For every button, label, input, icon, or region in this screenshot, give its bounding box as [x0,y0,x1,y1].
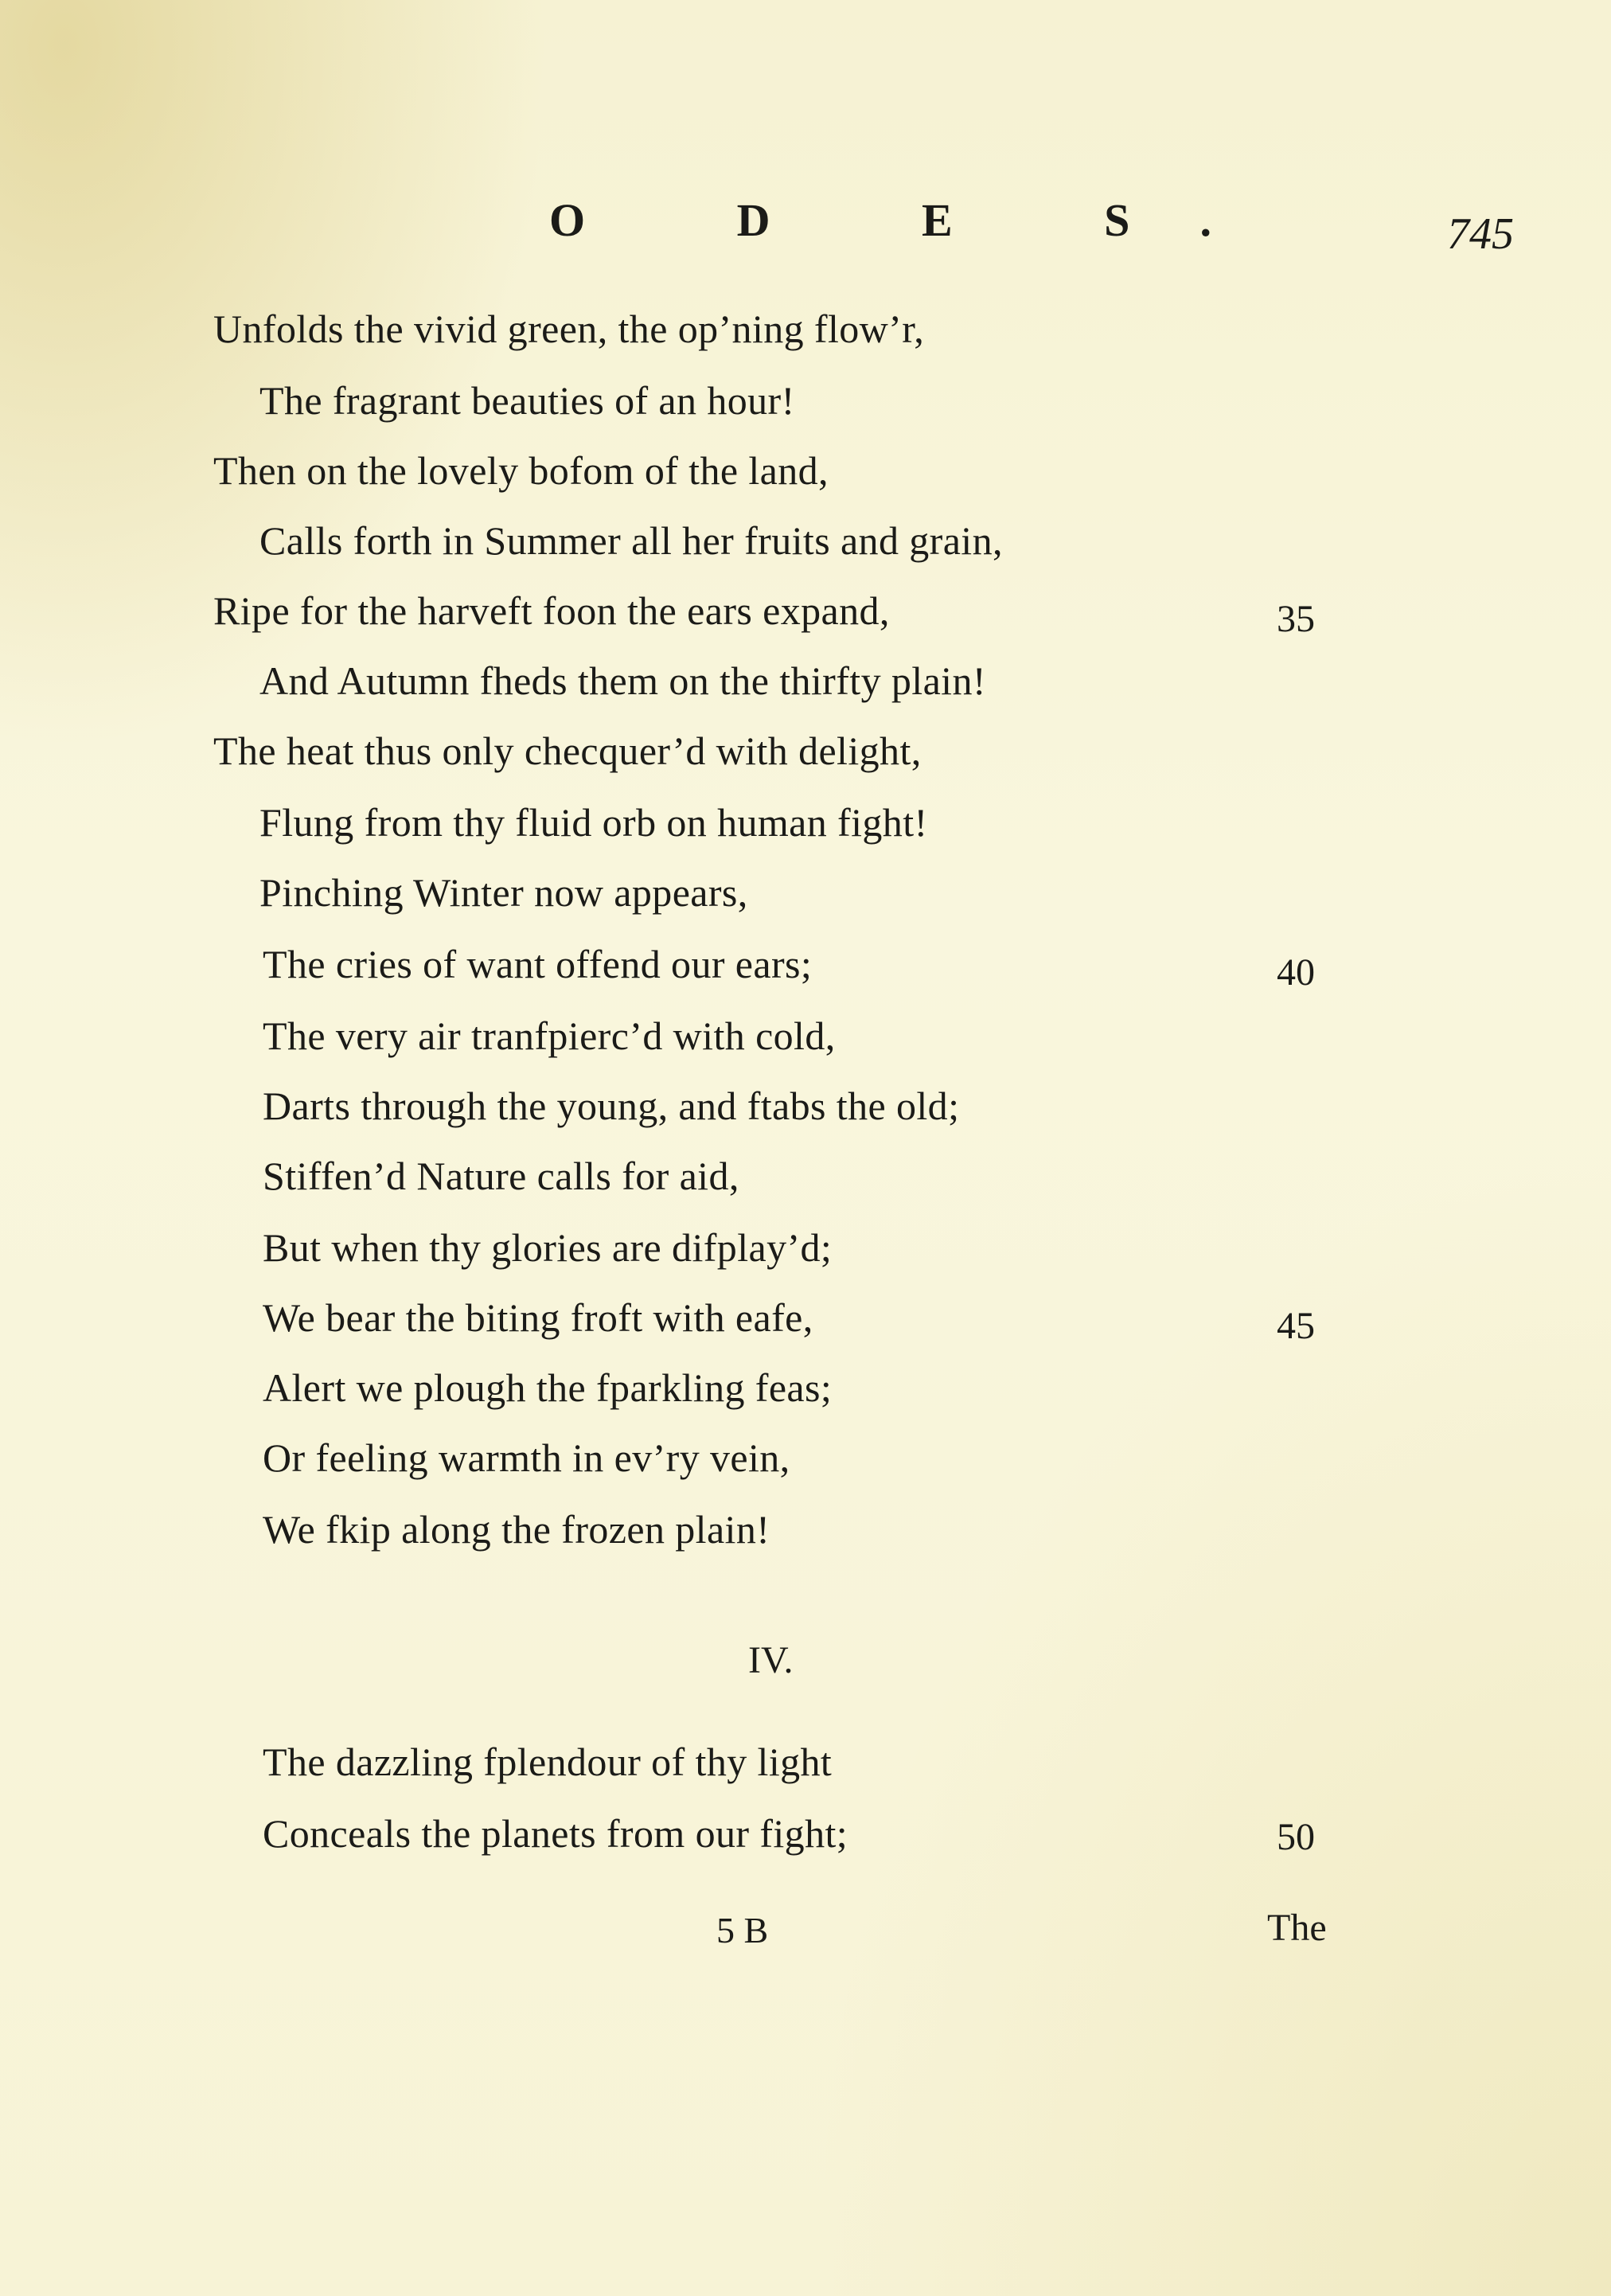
line-number: 45 [1277,1305,1315,1347]
verse-line: The very air tranfpierc’d with cold, [263,1013,836,1058]
verse-line: We bear the biting froft with eafe, [263,1295,813,1340]
verse-line: The dazzling fplendour of thy light [263,1740,833,1784]
verse-line: Flung from thy fluid orb on human fight! [259,800,928,845]
verse-line: Ripe for the harveft foon the ears expand, [213,588,890,633]
verse-line: But when thy glories are difplay’d; [263,1225,833,1270]
section-heading: IV. [748,1639,794,1681]
page-number: 745 [1447,209,1514,259]
verse-line: Or feeling warmth in ev’ry vein, [263,1435,790,1480]
verse-line: Darts through the young, and ftabs the old; [263,1084,960,1128]
verse-line: Conceals the planets from our fight; [263,1811,848,1856]
running-head: O D E S. [549,194,1281,246]
line-number: 50 [1277,1816,1315,1858]
verse-line: We fkip along the frozen plain! [263,1507,770,1552]
verse-line: And Autumn fheds them on the thirfty plain! [259,658,986,703]
verse-line: The heat thus only checquer’d with delight, [213,728,922,773]
verse-line: The fragrant beauties of an hour! [259,378,795,423]
catchword: The [1267,1907,1327,1949]
verse-line: Stiffen’d Nature calls for aid, [263,1154,739,1198]
verse-line: Then on the lovely bofom of the land, [213,448,829,493]
verse-line: The cries of want offend our ears; [263,942,813,986]
verse-line: Pinching Winter now appears, [259,870,748,915]
signature-mark: 5 B [716,1910,769,1950]
verse-line: Alert we plough the fparkling feas; [263,1365,833,1410]
verse-line: Unfolds the vivid green, the op’ning flow’r, [213,307,925,351]
line-number: 40 [1277,951,1315,994]
verse-line: Calls forth in Summer all her fruits and grain, [259,518,1003,563]
line-number: 35 [1277,598,1315,640]
